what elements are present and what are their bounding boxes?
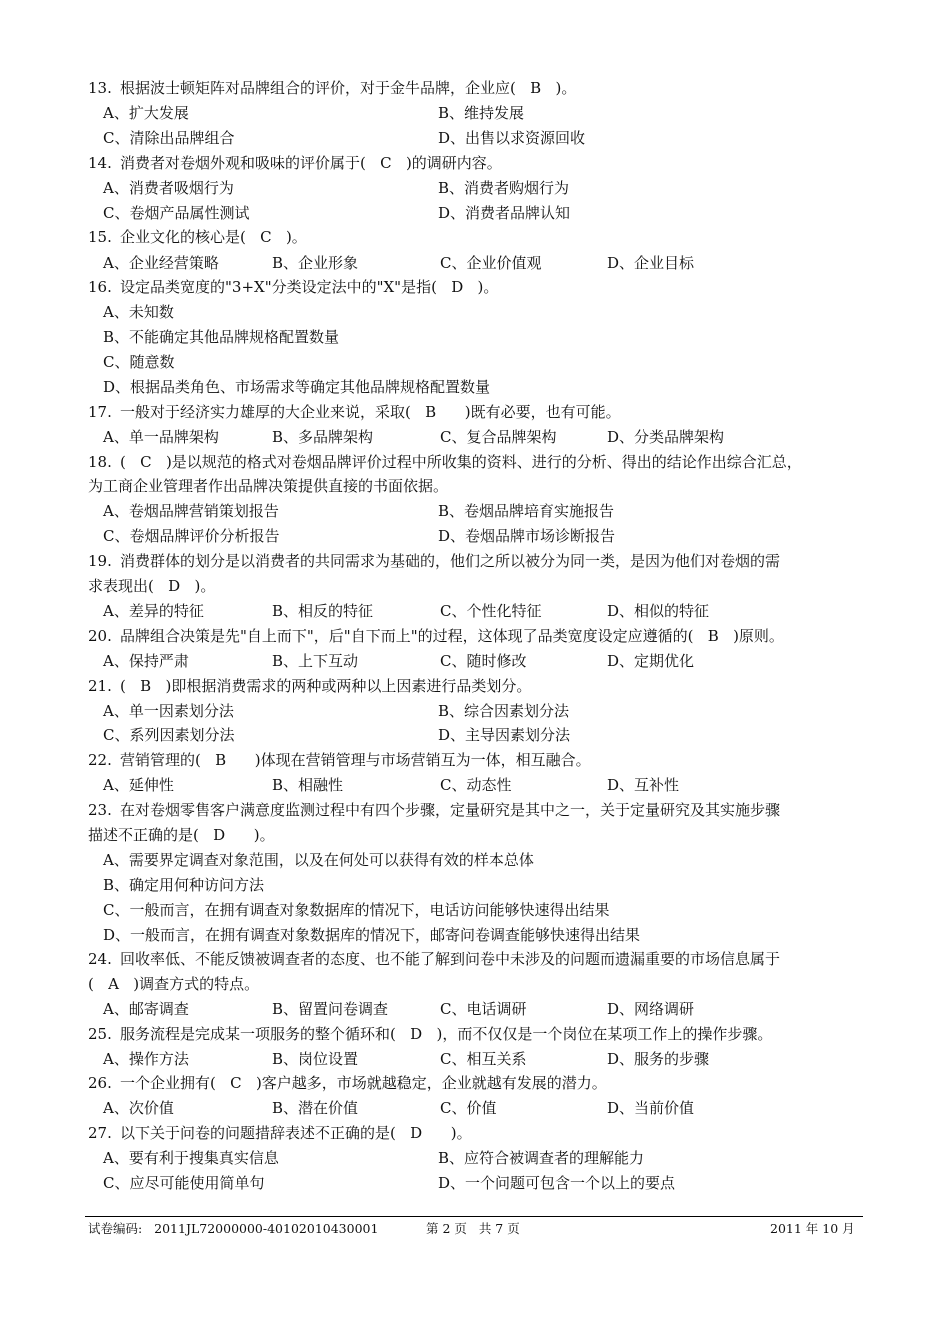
answer-option: A、邮寄调查	[103, 1000, 189, 1018]
answer-option: C、随时修改	[440, 652, 527, 670]
answer-option: C、相互关系	[440, 1050, 527, 1068]
question-number: 20.	[88, 627, 112, 645]
question-stem-line: 消费者对卷烟外观和吸味的评价属于( C )的调研内容。	[120, 154, 502, 172]
page-number: 第 2 页 共 7 页	[426, 1221, 520, 1236]
answer-option: B、卷烟品牌培育实施报告	[438, 502, 615, 520]
question-stem-line: 描述不正确的是( D )。	[88, 826, 275, 844]
answer-option: B、相融性	[272, 776, 344, 794]
answer-option: B、不能确定其他品牌规格配置数量	[103, 328, 340, 346]
question-number: 23.	[88, 801, 112, 819]
answer-option: A、未知数	[103, 303, 174, 321]
answer-option: D、消费者品牌认知	[438, 204, 571, 222]
answer-option: C、一般而言，在拥有调查对象数据库的情况下，电话访问能够快速得出结果	[103, 901, 610, 919]
answer-option: D、分类品牌架构	[607, 428, 725, 446]
question-number: 25.	[88, 1025, 112, 1043]
answer-option: A、企业经营策略	[103, 254, 219, 272]
exam-code: 试卷编码: 2011JL72000000-40102010430001	[88, 1221, 379, 1236]
answer-option: B、维持发展	[438, 104, 525, 122]
exam-date: 2011 年 10 月	[770, 1221, 855, 1236]
question-stem-line: 品牌组合决策是先"自上而下"，后"自下而上"的过程，这体现了品类宽度设定应遵循的( B )原则。	[120, 627, 784, 645]
question-stem-line: ( C )是以规范的格式对卷烟品牌评价过程中所收集的资料、进行的分析、得出的结论作出综合汇总，	[120, 453, 802, 471]
question-number: 21.	[88, 677, 112, 695]
question-stem-line: 回收率低、不能反馈被调查者的态度、也不能了解到问卷中未涉及的问题而遗漏重要的市场信息属于	[120, 950, 781, 968]
answer-option: B、应符合被调查者的理解能力	[438, 1149, 645, 1167]
answer-option: A、卷烟品牌营销策划报告	[103, 502, 279, 520]
question-number: 17.	[88, 403, 112, 421]
question-number: 24.	[88, 950, 112, 968]
question-stem-line: 根据波士顿矩阵对品牌组合的评价，对于金牛品牌，企业应( B )。	[120, 79, 577, 97]
question-number: 14.	[88, 154, 112, 172]
answer-option: A、单一品牌架构	[103, 428, 219, 446]
answer-option: B、消费者购烟行为	[438, 179, 570, 197]
answer-option: B、潜在价值	[272, 1099, 359, 1117]
answer-option: B、企业形象	[272, 254, 359, 272]
question-number: 13.	[88, 79, 112, 97]
question-number: 27.	[88, 1124, 112, 1142]
answer-option: B、留置问卷调查	[272, 1000, 389, 1018]
answer-option: B、上下互动	[272, 652, 359, 670]
question-stem-line: 服务流程是完成某一项服务的整个循环和( D )，而不仅仅是一个岗位在某项工作上的操作步骤。	[120, 1025, 773, 1043]
question-number: 18.	[88, 453, 112, 471]
question-stem-line: ( A )调查方式的特点。	[88, 975, 260, 993]
answer-option: C、动态性	[440, 776, 512, 794]
question-number: 22.	[88, 751, 112, 769]
answer-option: D、根据品类角色、市场需求等确定其他品牌规格配置数量	[103, 378, 491, 396]
answer-option: C、价值	[440, 1099, 497, 1117]
answer-option: D、相似的特征	[607, 602, 710, 620]
question-stem-line: 为工商企业管理者作出品牌决策提供直接的书面依据。	[88, 477, 449, 495]
answer-option: D、企业目标	[607, 254, 695, 272]
question-stem-line: 消费群体的划分是以消费者的共同需求为基础的，他们之所以被分为同一类，是因为他们对卷烟的需	[120, 552, 781, 570]
question-stem-line: 企业文化的核心是( C )。	[120, 228, 307, 246]
question-number: 19.	[88, 552, 112, 570]
answer-option: C、卷烟产品属性测试	[103, 204, 250, 222]
question-stem-line: 营销管理的( B )体现在营销管理与市场营销互为一体，相互融合。	[120, 751, 591, 769]
answer-option: D、互补性	[607, 776, 680, 794]
answer-option: A、单一因素划分法	[103, 702, 234, 720]
answer-option: D、服务的步骤	[607, 1050, 710, 1068]
answer-option: C、随意数	[103, 353, 175, 371]
answer-option: D、当前价值	[607, 1099, 695, 1117]
footer-divider	[85, 1216, 863, 1217]
question-stem-line: 一般对于经济实力雄厚的大企业来说，采取( B )既有必要，也有可能。	[120, 403, 621, 421]
answer-option: D、网络调研	[607, 1000, 695, 1018]
answer-option: C、电话调研	[440, 1000, 527, 1018]
answer-option: A、要有利于搜集真实信息	[103, 1149, 279, 1167]
answer-option: D、一个问题可包含一个以上的要点	[438, 1174, 676, 1192]
answer-option: D、一般而言，在拥有调查对象数据库的情况下，邮寄问卷调查能够快速得出结果	[103, 926, 641, 944]
answer-option: C、卷烟品牌评价分析报告	[103, 527, 280, 545]
answer-option: C、个性化特征	[440, 602, 542, 620]
question-stem-line: 以下关于问卷的问题措辞表述不正确的是( D )。	[120, 1124, 472, 1142]
answer-option: A、扩大发展	[103, 104, 189, 122]
answer-option: A、保持严肃	[103, 652, 189, 670]
question-stem-line: 在对卷烟零售客户满意度监测过程中有四个步骤，定量研究是其中之一，关于定量研究及其实施步骤	[120, 801, 781, 819]
answer-option: D、卷烟品牌市场诊断报告	[438, 527, 616, 545]
answer-option: B、岗位设置	[272, 1050, 359, 1068]
answer-option: B、相反的特征	[272, 602, 374, 620]
answer-option: C、应尽可能使用简单句	[103, 1174, 265, 1192]
answer-option: C、企业价值观	[440, 254, 542, 272]
question-stem-line: 设定品类宽度的"3+X"分类设定法中的"X"是指( D )。	[120, 278, 499, 296]
answer-option: A、操作方法	[103, 1050, 189, 1068]
answer-option: C、清除出品牌组合	[103, 129, 235, 147]
answer-option: A、次价值	[103, 1099, 174, 1117]
question-number: 16.	[88, 278, 112, 296]
answer-option: D、出售以求资源回收	[438, 129, 586, 147]
answer-option: D、定期优化	[607, 652, 695, 670]
answer-option: A、差异的特征	[103, 602, 204, 620]
answer-option: A、延伸性	[103, 776, 174, 794]
answer-option: C、系列因素划分法	[103, 726, 235, 744]
answer-option: B、多品牌架构	[272, 428, 374, 446]
answer-option: A、消费者吸烟行为	[103, 179, 234, 197]
answer-option: B、综合因素划分法	[438, 702, 570, 720]
answer-option: C、复合品牌架构	[440, 428, 557, 446]
question-stem-line: 一个企业拥有( C )客户越多，市场就越稳定，企业就越有发展的潜力。	[120, 1074, 607, 1092]
question-number: 26.	[88, 1074, 112, 1092]
question-stem-line: ( B )即根据消费需求的两种或两种以上因素进行品类划分。	[120, 677, 532, 695]
answer-option: B、确定用何种访问方法	[103, 876, 265, 894]
answer-option: D、主导因素划分法	[438, 726, 571, 744]
question-number: 15.	[88, 228, 112, 246]
question-stem-line: 求表现出( D )。	[88, 577, 216, 595]
answer-option: A、需要界定调查对象范围，以及在何处可以获得有效的样本总体	[103, 851, 534, 869]
